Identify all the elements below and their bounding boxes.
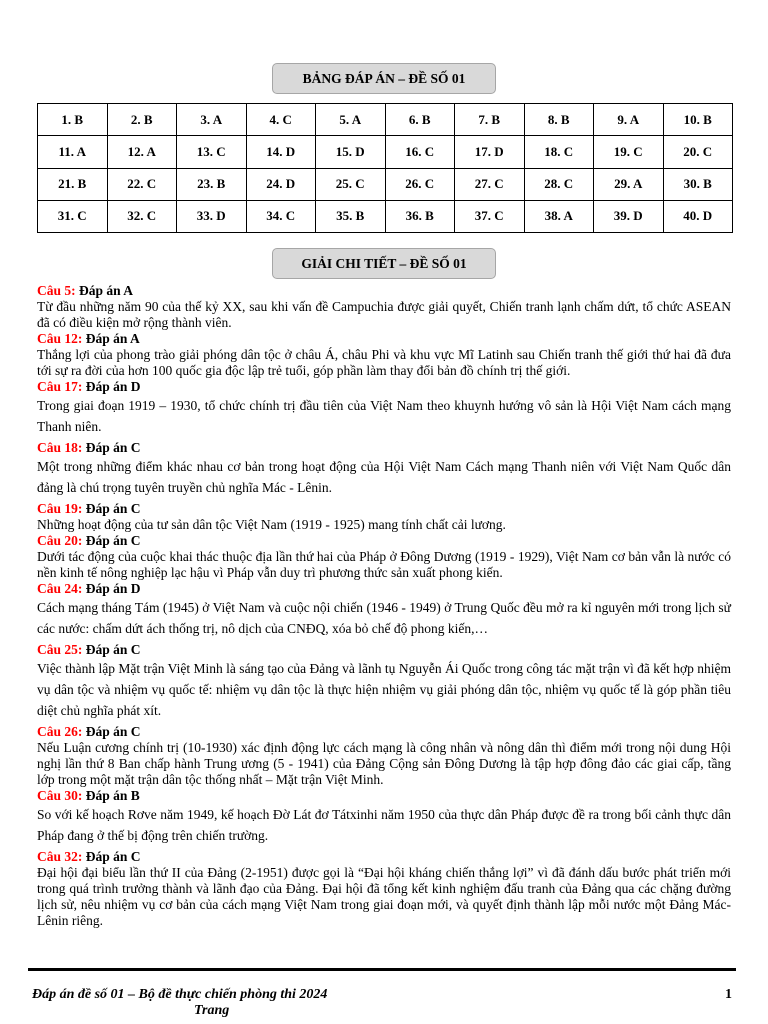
answer-cell: 40. D	[663, 200, 733, 232]
explanation-text: Trong giai đoạn 1919 – 1930, tổ chức chính trị đầu tiên của Việt Nam theo khuynh hướng vô sản là Hội Việt Nam cách mạng Thanh niên.	[37, 398, 731, 434]
question-block	[37, 849, 731, 929]
answer-cell: 20. C	[663, 136, 733, 168]
answer-cell: 24. D	[246, 168, 316, 200]
answer-cell: 29. A	[594, 168, 664, 200]
detail-title: GIẢI CHI TIẾT – ĐỀ SỐ 01	[272, 248, 496, 279]
question-label: Câu 12:	[37, 331, 83, 346]
answer-label: Đáp án C	[85, 849, 141, 864]
question-block	[37, 440, 731, 498]
explanation-text: Đại hội đại biểu lần thứ II của Đảng (2-1951) được gọi là “Đại hội kháng chiến thắng lợi” vì đã đánh dấu bước phát triển mới trong quá trình trưởng thành và lãnh đạo của Đảng. Đại hội đã tổng kết kinh nghiệm đấu tranh của Đảng qua các chặng đường lịch sử, nêu nhiệm vụ cơ bản của cách mạng Việt Nam trong giai đoạn mới, và quyết định thành lập mỗi nước một Đảng Mác-Lênin riêng.	[37, 865, 731, 928]
question-heading	[37, 724, 731, 740]
answer-cell: 28. C	[524, 168, 594, 200]
answer-cell: 9. A	[594, 104, 664, 136]
question-block	[37, 331, 731, 379]
answer-cell: 18. C	[524, 136, 594, 168]
explanation-text: Dưới tác động của cuộc khai thác thuộc địa lần thứ hai của Pháp ở Đông Dương (1919 - 1929), Việt Nam cơ bản vẫn là nước có nền kinh tế nông nghiệp lạc hậu vì Pháp vẫn duy trì phương thức sản xuất phong kiến.	[37, 549, 731, 580]
explanation-text: Việc thành lập Mặt trận Việt Minh là sáng tạo của Đảng và lãnh tụ Nguyễn Ái Quốc trong công tác mặt trận vì đã kết hợp nhiệm vụ dân tộc và nhiệm vụ quốc tế: nhiệm vụ dân tộc là thực hiện nhiệm vụ giải phóng dân tộc, nhiệm vụ quốc tế là góp phần tiêu diệt chủ nghĩa phát xít.	[37, 661, 731, 718]
answer-cell: 19. C	[594, 136, 664, 168]
question-label: Câu 18:	[37, 440, 83, 455]
answer-cell: 13. C	[177, 136, 247, 168]
answer-cell: 37. C	[455, 200, 525, 232]
answer-cell: 38. A	[524, 200, 594, 232]
question-heading	[37, 642, 731, 658]
explanation-text: Cách mạng tháng Tám (1945) ở Việt Nam và cuộc nội chiến (1946 - 1949) ở Trung Quốc đều mở ra kỉ nguyên mới trong lịch sử các nước: chấm dứt ách thống trị, nô dịch của CNĐQ, xóa bỏ chế độ phong kiến,…	[37, 600, 731, 636]
answer-label: Đáp án C	[85, 501, 141, 516]
answer-cell: 35. B	[316, 200, 386, 232]
page-number: 1	[725, 987, 732, 1002]
question-block	[37, 533, 731, 581]
question-block	[37, 724, 731, 788]
answer-label: Đáp án D	[85, 581, 141, 596]
answer-label: Đáp án A	[85, 331, 140, 346]
answer-cell: 32. C	[107, 200, 177, 232]
answer-label: Đáp án C	[85, 724, 141, 739]
answer-cell: 31. C	[38, 200, 108, 232]
answer-cell: 23. B	[177, 168, 247, 200]
answer-label: Đáp án C	[85, 440, 141, 455]
answer-cell: 22. C	[107, 168, 177, 200]
table-row	[38, 200, 733, 232]
question-heading	[37, 849, 731, 865]
question-label: Câu 30:	[37, 788, 83, 803]
explanation-text: Từ đầu những năm 90 của thế kỷ XX, sau khi vấn đề Campuchia được giải quyết, Chiến tranh lạnh chấm dứt, tổ chức ASEAN đã có điều kiện mở rộng thành viên.	[37, 299, 731, 330]
question-heading	[37, 440, 731, 456]
answer-label: Đáp án D	[85, 379, 141, 394]
question-heading	[37, 788, 731, 804]
answer-cell: 15. D	[316, 136, 386, 168]
answer-label: Đáp án B	[85, 788, 140, 803]
answer-cell: 34. C	[246, 200, 316, 232]
question-label: Câu 24:	[37, 581, 83, 596]
answer-cell: 33. D	[177, 200, 247, 232]
answer-cell: 11. A	[38, 136, 108, 168]
question-label: Câu 17:	[37, 379, 83, 394]
answer-cell: 12. A	[107, 136, 177, 168]
explanation-text: Nếu Luận cương chính trị (10-1930) xác định động lực cách mạng là công nhân và nông dân thì điểm mới trong nội dung Hội nghị lần thứ 8 Ban chấp hành Trung ương (5 - 1941) của Đảng Cộng sản Đông Dương là tập hợp đông đảo các giai cấp, tầng lớp trong một mặt trận dân tộc thống nhất – Mặt trận Việt Minh.	[37, 740, 731, 787]
answer-key-title: BẢNG ĐÁP ÁN – ĐỀ SỐ 01	[272, 63, 496, 94]
answer-cell: 30. B	[663, 168, 733, 200]
answer-label: Đáp án C	[85, 533, 141, 548]
answer-cell: 26. C	[385, 168, 455, 200]
answer-cell: 16. C	[385, 136, 455, 168]
question-label: Câu 32:	[37, 849, 83, 864]
question-label: Câu 20:	[37, 533, 83, 548]
answer-cell: 6. B	[385, 104, 455, 136]
answer-cell: 8. B	[524, 104, 594, 136]
explanations	[37, 283, 731, 929]
answer-cell: 2. B	[107, 104, 177, 136]
question-block	[37, 501, 731, 533]
question-label: Câu 26:	[37, 724, 83, 739]
answer-cell: 21. B	[38, 168, 108, 200]
answer-cell: 27. C	[455, 168, 525, 200]
answer-label: Đáp án A	[79, 283, 134, 298]
question-block	[37, 642, 731, 721]
question-block	[37, 788, 731, 846]
question-heading	[37, 379, 731, 395]
footer-title	[32, 987, 452, 1019]
question-heading	[37, 501, 731, 517]
question-label: Câu 25:	[37, 642, 83, 657]
question-heading	[37, 331, 731, 347]
question-block	[37, 379, 731, 437]
question-label: Câu 5:	[37, 283, 76, 298]
table-row	[38, 168, 733, 200]
explanation-text: Một trong những điểm khác nhau cơ bản trong hoạt động của Hội Việt Nam Cách mạng Thanh niên với Việt Nam Quốc dân đảng là chú trọng tuyên truyền chủ nghĩa Mác - Lênin.	[37, 459, 731, 495]
answer-cell: 4. C	[246, 104, 316, 136]
answer-cell: 3. A	[177, 104, 247, 136]
question-label: Câu 19:	[37, 501, 83, 516]
answer-cell: 36. B	[385, 200, 455, 232]
explanation-text: Những hoạt động của tư sản dân tộc Việt Nam (1919 - 1925) mang tính chất cải lương.	[37, 517, 506, 532]
table-row	[38, 104, 733, 136]
answer-label: Đáp án C	[85, 642, 141, 657]
table-row	[38, 136, 733, 168]
answer-cell: 7. B	[455, 104, 525, 136]
answer-cell: 1. B	[38, 104, 108, 136]
answer-key-table	[37, 103, 733, 233]
answer-cell: 5. A	[316, 104, 386, 136]
answer-cell: 39. D	[594, 200, 664, 232]
footer-divider	[28, 968, 736, 971]
question-heading	[37, 581, 731, 597]
answer-cell: 17. D	[455, 136, 525, 168]
footer-title-text: Đáp án đề số 01 – Bộ đề thực chiến phòng thi 2024	[32, 987, 328, 1002]
answer-cell: 14. D	[246, 136, 316, 168]
explanation-text: So với kế hoạch Rơve năm 1949, kế hoạch Đờ Lát đơ Tátxinhi năm 1950 của thực dân Pháp được đề ra trong bối cảnh thực dân Pháp đang ở thế bị động trên chiến trường.	[37, 807, 731, 843]
question-block	[37, 581, 731, 639]
question-block	[37, 283, 731, 331]
question-heading	[37, 283, 731, 299]
question-heading	[37, 533, 731, 549]
explanation-text: Thắng lợi của phong trào giải phóng dân tộc ở châu Á, châu Phi và khu vực Mĩ Latinh sau Chiến tranh thế giới thứ hai đã đưa tới sự ra đời của hơn 100 quốc gia độc lập trẻ tuổi, góp phần làm thay đổi bản đồ chính trị thế giới.	[37, 347, 731, 378]
footer-subtitle: Trang	[194, 1003, 230, 1018]
answer-cell: 25. C	[316, 168, 386, 200]
answer-cell: 10. B	[663, 104, 733, 136]
